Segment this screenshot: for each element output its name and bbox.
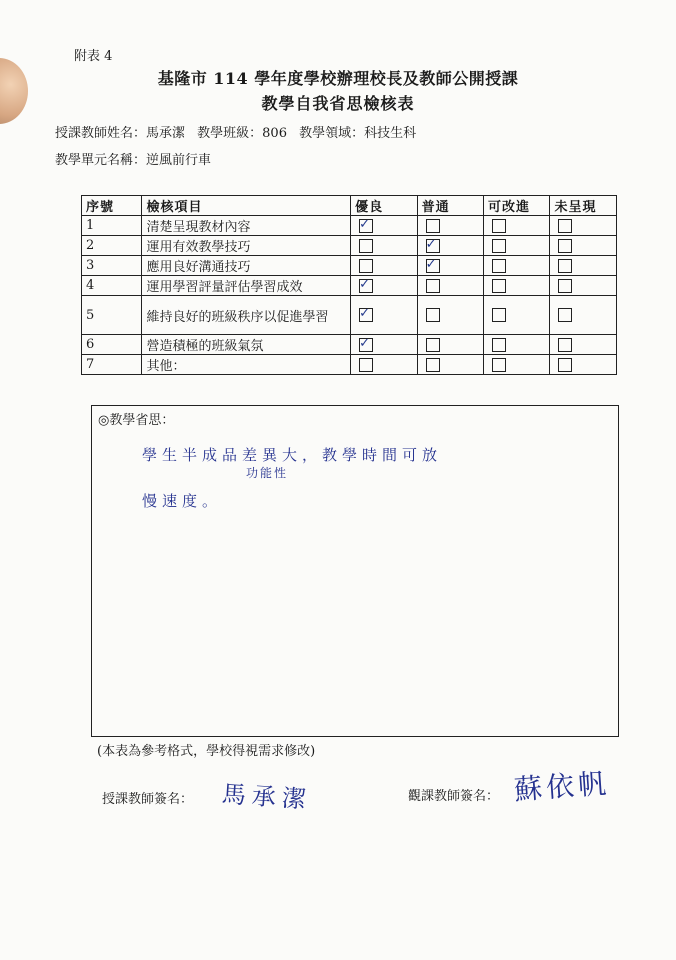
row-number: 1 xyxy=(82,216,142,236)
row-item: 運用學習評量評估學習成效 xyxy=(142,276,351,296)
checkbox-improvable[interactable] xyxy=(492,219,506,233)
checkbox-not-shown[interactable] xyxy=(558,308,572,322)
checkbox-normal[interactable] xyxy=(425,256,440,273)
row-item: 運用有效教學技巧 xyxy=(142,236,351,256)
option-cell-normal xyxy=(417,276,483,296)
table-row xyxy=(82,355,617,375)
check-mark-icon: ✓ xyxy=(359,216,371,232)
option-cell-excellent xyxy=(351,256,417,276)
checkbox-not-shown[interactable] xyxy=(558,219,572,233)
checkbox-normal[interactable] xyxy=(426,338,440,352)
row-number: 3 xyxy=(82,256,142,276)
format-note: (本表為參考格式，學校得視需求修改) xyxy=(97,744,316,759)
check-mark-icon: ✓ xyxy=(359,335,371,351)
row-number: 2 xyxy=(82,236,142,256)
check-mark-icon: ✓ xyxy=(359,306,371,321)
option-cell-improvable xyxy=(484,236,550,256)
option-cell-excellent xyxy=(351,236,417,256)
checkbox-improvable[interactable] xyxy=(492,239,506,253)
checkbox-excellent[interactable] xyxy=(359,276,373,293)
checkbox-not-shown[interactable] xyxy=(558,358,572,372)
checkbox-not-shown[interactable] xyxy=(558,239,572,253)
check-mark-icon: ✓ xyxy=(425,236,437,252)
checkbox-normal[interactable] xyxy=(426,219,440,233)
observer-signature: 蘇依帆 xyxy=(513,766,612,807)
reflection-handwriting-line1: 學生半成品差異大，教學時間可放 xyxy=(142,446,443,464)
row-number: 4 xyxy=(82,276,142,296)
row-number: 6 xyxy=(82,335,142,355)
subject-domain: 教學領域：科技生科 xyxy=(299,126,417,141)
reflection-handwriting-insertion: 功能性 xyxy=(246,466,289,480)
row-number: 7 xyxy=(82,355,142,375)
checkbox-normal[interactable] xyxy=(426,279,440,293)
option-cell-not-shown xyxy=(550,296,617,335)
checkbox-excellent[interactable] xyxy=(359,335,373,352)
table-row xyxy=(82,216,617,236)
check-mark-icon: ✓ xyxy=(425,256,437,272)
option-cell-normal xyxy=(417,216,483,236)
option-cell-excellent xyxy=(351,276,417,296)
checkbox-not-shown[interactable] xyxy=(558,338,572,352)
header-item: 檢核項目 xyxy=(142,196,351,216)
option-cell-excellent xyxy=(351,296,417,335)
checkbox-normal[interactable] xyxy=(426,308,440,322)
table-row xyxy=(82,276,617,296)
checkbox-excellent[interactable] xyxy=(359,259,373,273)
checkbox-excellent[interactable] xyxy=(359,308,373,322)
info-line xyxy=(55,122,424,141)
reflection-box xyxy=(91,405,619,737)
option-cell-not-shown xyxy=(550,256,617,276)
checkbox-excellent[interactable] xyxy=(359,216,373,233)
checkbox-excellent[interactable] xyxy=(359,239,373,253)
reflection-handwriting-line2: 慢速度。 xyxy=(142,492,223,510)
table-row xyxy=(82,296,617,335)
option-cell-excellent xyxy=(351,216,417,236)
row-item: 清楚呈現教材內容 xyxy=(142,216,351,236)
header-normal: 普通 xyxy=(417,196,483,216)
checkbox-normal[interactable] xyxy=(426,358,440,372)
checkbox-not-shown[interactable] xyxy=(558,279,572,293)
option-cell-improvable xyxy=(484,355,550,375)
option-cell-normal xyxy=(417,256,483,276)
annex-label: 附表 4 xyxy=(74,49,113,64)
checkbox-excellent[interactable] xyxy=(359,358,373,372)
option-cell-improvable xyxy=(484,256,550,276)
check-mark-icon: ✓ xyxy=(359,276,371,292)
teacher-signature: 馬承潔 xyxy=(220,779,313,815)
option-cell-normal xyxy=(417,355,483,375)
teacher-signature-label: 授課教師簽名： xyxy=(102,792,194,807)
option-cell-improvable xyxy=(484,216,550,236)
header-not-shown: 未呈現 xyxy=(550,196,617,216)
table-header-row xyxy=(82,196,617,216)
checkbox-improvable[interactable] xyxy=(492,338,506,352)
header-no: 序號 xyxy=(82,196,142,216)
checkbox-normal[interactable] xyxy=(425,236,440,253)
option-cell-improvable xyxy=(484,335,550,355)
class-name: 教學班級：806 xyxy=(197,126,287,141)
form-title: 基隆市 114 學年度學校辦理校長及教師公開授課 xyxy=(157,69,519,88)
table-row xyxy=(82,335,617,355)
unit-name: 教學單元名稱：逆風前行車 xyxy=(55,153,212,168)
row-item: 其他： xyxy=(142,355,351,375)
form-subtitle: 教學自我省思檢核表 xyxy=(261,94,415,113)
checkbox-improvable[interactable] xyxy=(492,279,506,293)
row-number: 5 xyxy=(82,296,142,335)
option-cell-not-shown xyxy=(550,355,617,375)
option-cell-improvable xyxy=(484,296,550,335)
row-item: 應用良好溝通技巧 xyxy=(142,256,351,276)
checkbox-not-shown[interactable] xyxy=(558,259,572,273)
option-cell-not-shown xyxy=(550,335,617,355)
option-cell-normal xyxy=(417,335,483,355)
reflection-label: ◎教學省思： xyxy=(98,413,175,428)
option-cell-normal xyxy=(417,296,483,335)
option-cell-not-shown xyxy=(550,236,617,256)
row-item: 營造積極的班級氣氛 xyxy=(142,335,351,355)
teacher-name: 授課教師姓名：馬承潔 xyxy=(55,126,186,141)
table-row xyxy=(82,236,617,256)
table-row xyxy=(82,256,617,276)
option-cell-not-shown xyxy=(550,216,617,236)
option-cell-improvable xyxy=(484,276,550,296)
observer-signature-label: 觀課教師簽名： xyxy=(408,789,500,804)
row-item: 維持良好的班級秩序以促進學習 xyxy=(142,296,351,335)
header-improvable: 可改進 xyxy=(484,196,550,216)
option-cell-excellent xyxy=(351,335,417,355)
checkbox-improvable[interactable] xyxy=(492,259,506,273)
checklist-table xyxy=(81,195,617,375)
checkbox-improvable[interactable] xyxy=(492,358,506,372)
option-cell-not-shown xyxy=(550,276,617,296)
option-cell-excellent xyxy=(351,355,417,375)
option-cell-normal xyxy=(417,236,483,256)
checkbox-improvable[interactable] xyxy=(492,308,506,322)
header-excellent: 優良 xyxy=(351,196,417,216)
